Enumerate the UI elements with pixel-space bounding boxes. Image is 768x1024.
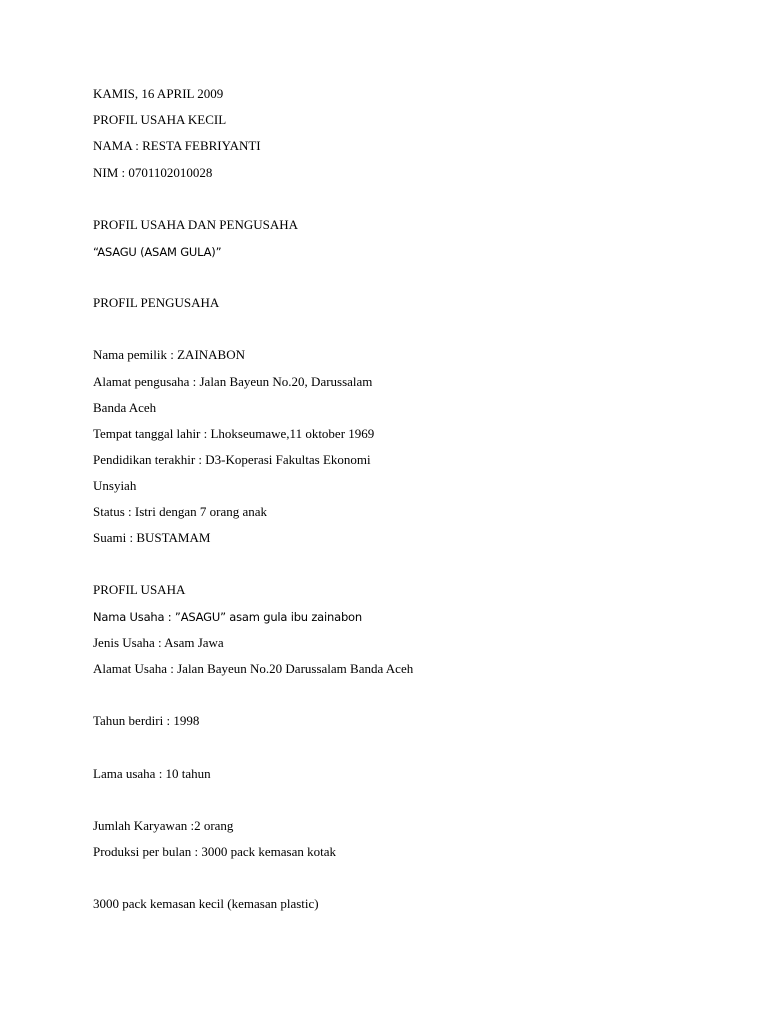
- owner-education-line1: Pendidikan terakhir : D3-Koperasi Fakultas Ekonomi: [93, 452, 371, 467]
- business-name: Nama Usaha : ”ASAGU” asam gula ibu zainabon: [93, 610, 362, 624]
- owner-name: Nama pemilik : ZAINABON: [93, 347, 246, 362]
- owner-husband: Suami : BUSTAMAM: [93, 530, 211, 545]
- owner-address-line1: Alamat pengusaha : Jalan Bayeun No.20, Darussalam: [93, 374, 373, 389]
- business-heading: PROFIL USAHA: [93, 582, 186, 597]
- business-production-line1: Produksi per bulan : 3000 pack kemasan kotak: [93, 844, 336, 859]
- owner-status: Status : Istri dengan 7 orang anak: [93, 504, 268, 519]
- business-employees: Jumlah Karyawan :2 orang: [93, 818, 234, 833]
- main-heading: PROFIL USAHA DAN PENGUSAHA: [93, 217, 299, 232]
- business-duration: Lama usaha : 10 tahun: [93, 766, 211, 781]
- document-title: PROFIL USAHA KECIL: [93, 112, 227, 127]
- date-line: KAMIS, 16 APRIL 2009: [93, 86, 224, 101]
- business-address: Alamat Usaha : Jalan Bayeun No.20 Darussalam Banda Aceh: [93, 661, 414, 676]
- business-year-founded: Tahun berdiri : 1998: [93, 713, 200, 728]
- owner-birth: Tempat tanggal lahir : Lhokseumawe,11 oktober 1969: [93, 426, 375, 441]
- owner-address-line2: Banda Aceh: [93, 400, 157, 415]
- entrepreneur-heading: PROFIL PENGUSAHA: [93, 295, 220, 310]
- business-production-line2: 3000 pack kemasan kecil (kemasan plastic): [93, 896, 319, 911]
- author-nim: NIM : 0701102010028: [93, 165, 213, 180]
- business-type: Jenis Usaha : Asam Jawa: [93, 635, 224, 650]
- main-subtitle: “ASAGU (ASAM GULA)”: [93, 245, 222, 259]
- author-name: NAMA : RESTA FEBRIYANTI: [93, 138, 261, 153]
- owner-education-line2: Unsyiah: [93, 478, 137, 493]
